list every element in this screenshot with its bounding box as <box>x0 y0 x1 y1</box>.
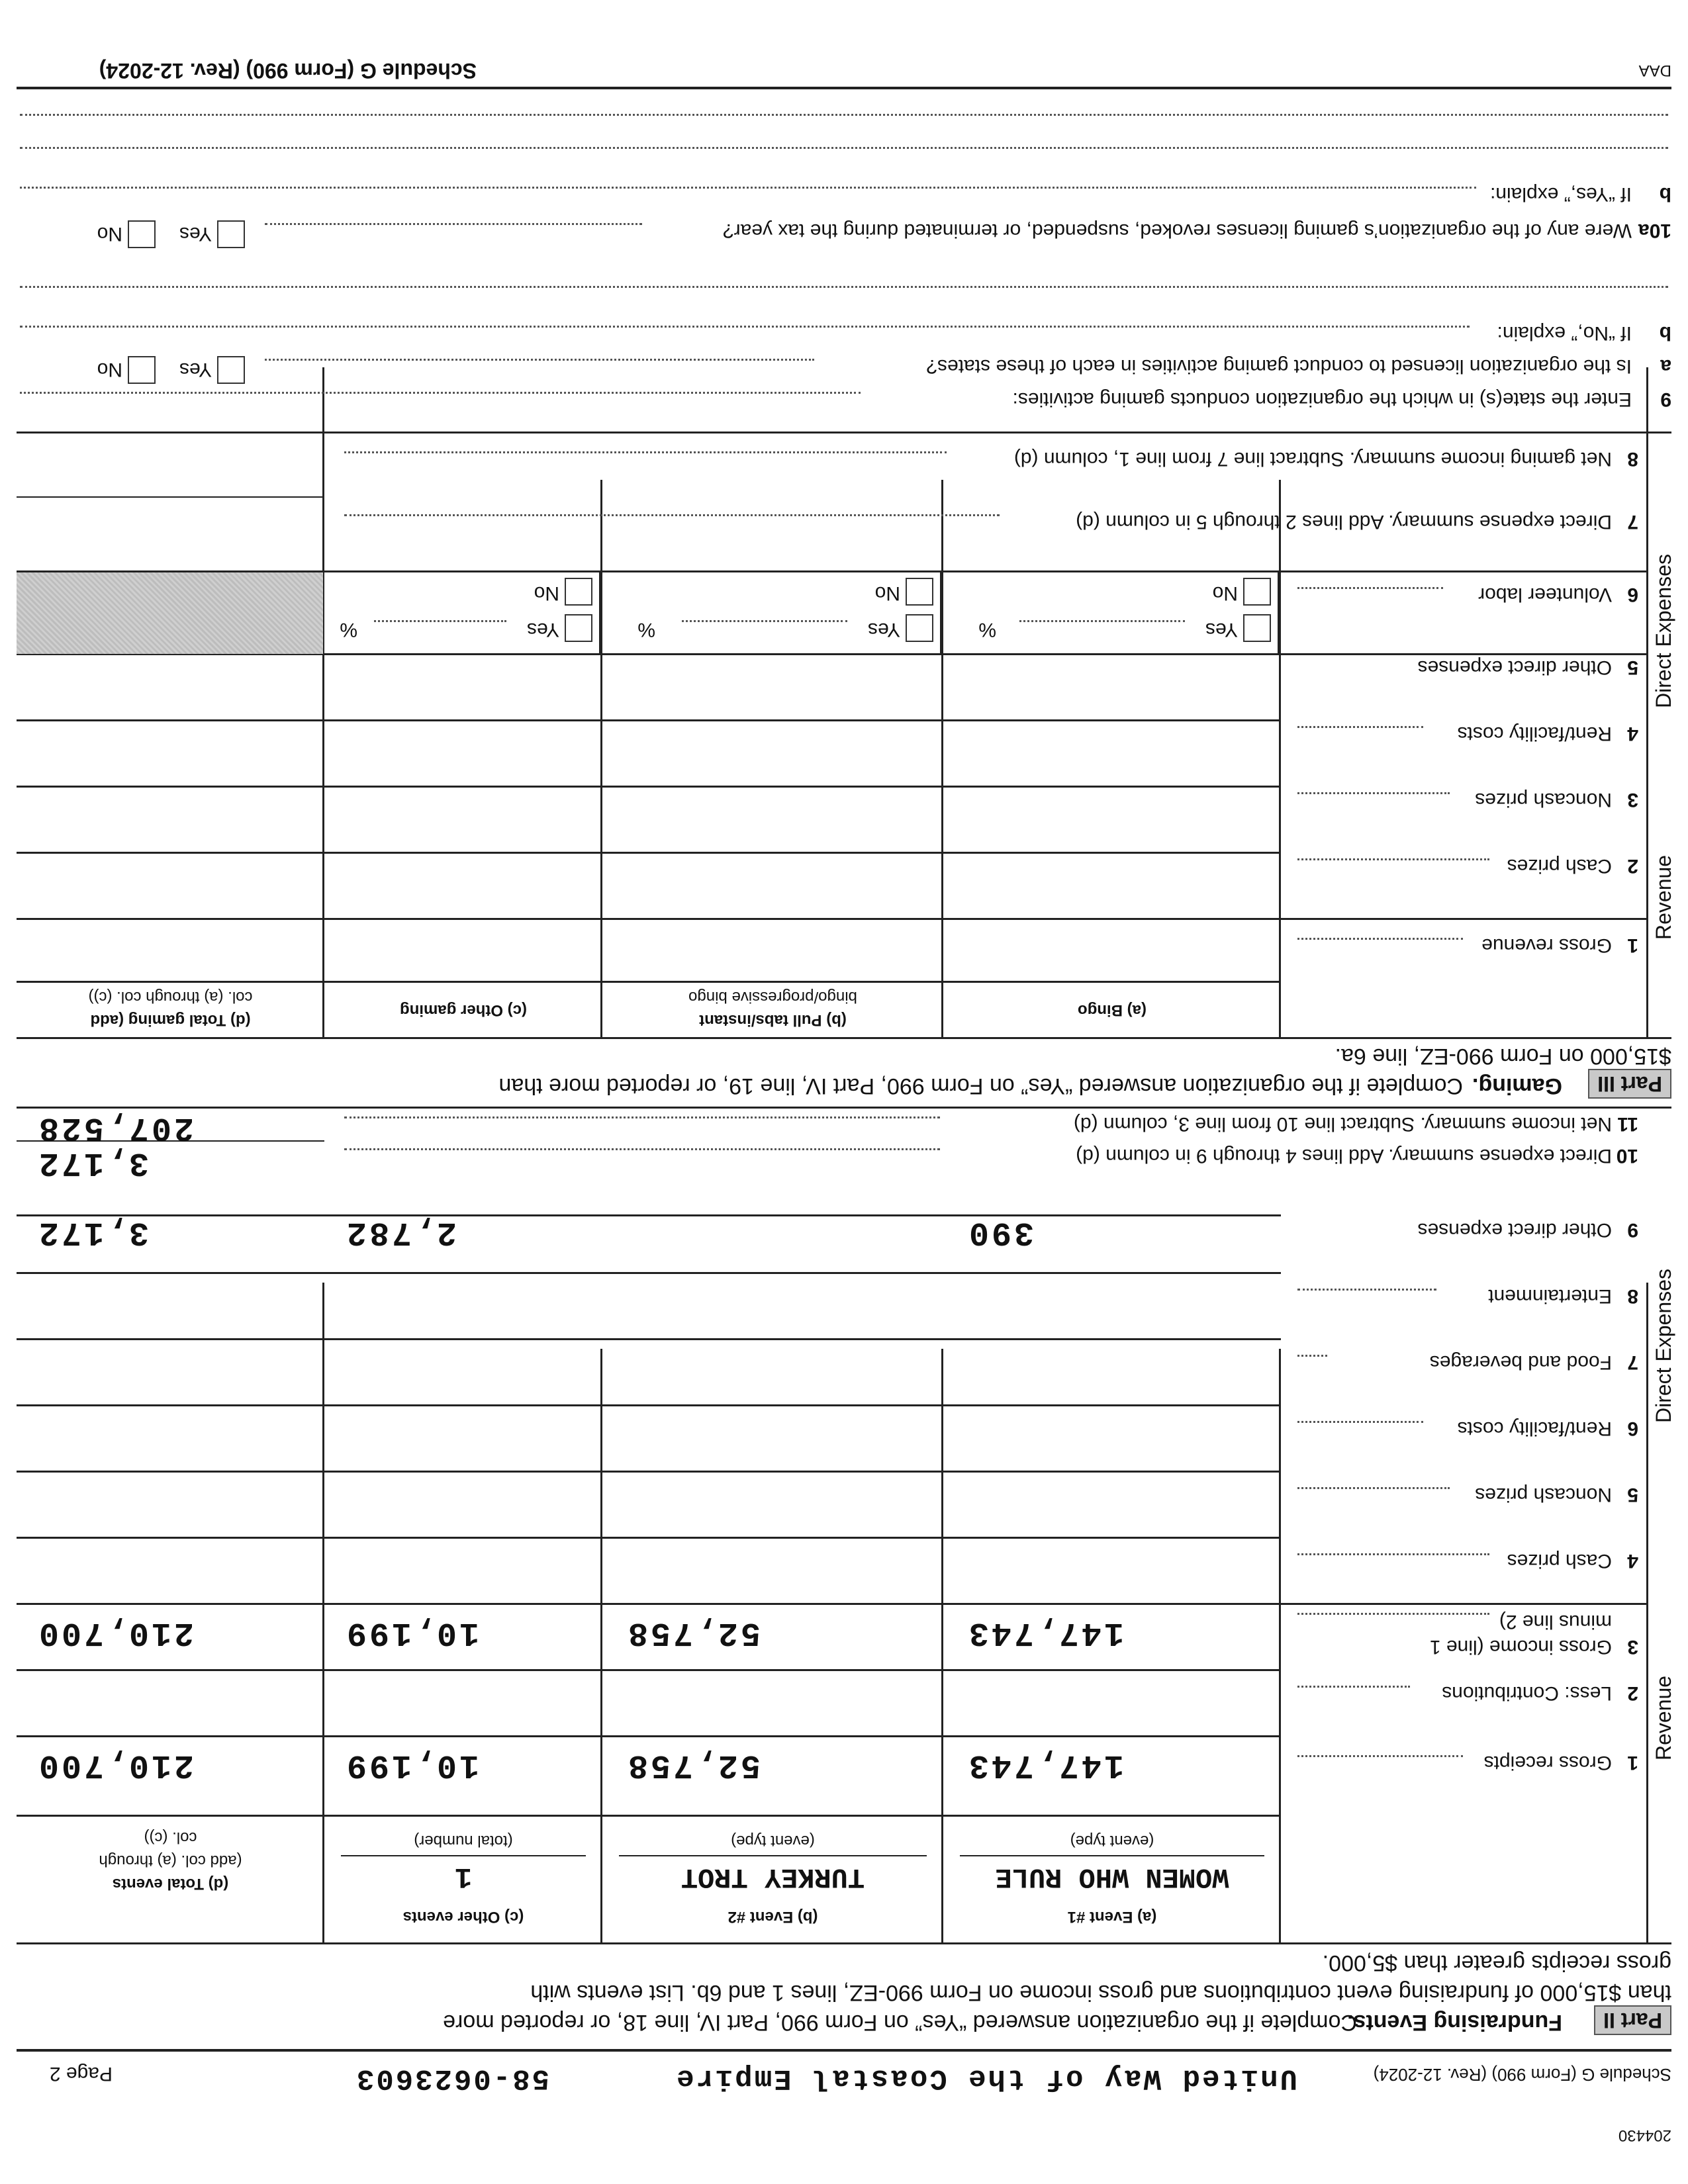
p3-line-6-a-no-label: No <box>1212 582 1238 604</box>
part-ii-side-divider <box>1646 1283 1648 1944</box>
p2-line-3-label-1: Gross income (line 1 <box>1429 1636 1612 1658</box>
p2-line-6-leader <box>1297 1421 1423 1423</box>
p3-line-1-leader <box>1297 938 1463 940</box>
p2-line-3-d: 210,700 <box>36 1614 195 1651</box>
q9-answer-line[interactable] <box>20 392 861 394</box>
q9a-num: a <box>1660 355 1671 377</box>
p2-line-9-c: 2,782 <box>344 1213 457 1251</box>
p2-line-11-d: 207,528 <box>36 1109 195 1146</box>
q10a-text: Were any of the organization’s gaming licenses revoked, suspended, or terminated during the tax year? <box>722 220 1632 242</box>
p2-line-11-leader <box>344 1116 940 1118</box>
ein-value: 58-0623603 <box>354 2062 549 2095</box>
p3-line-4-label: Rent/facility costs <box>1457 723 1612 745</box>
part-ii-col-b-head: (b) Event #2 <box>727 1908 818 1926</box>
p3-line-6-a-yes-label: Yes <box>1205 619 1238 641</box>
part-ii-text-3: gross receipts greater than $5,000. <box>1322 1950 1671 1976</box>
part-ii-col-b-underline <box>619 1855 927 1856</box>
p3-line-2-num: 2 <box>1627 855 1638 877</box>
q9b-explain-line-1[interactable] <box>20 326 1470 328</box>
p3-line-8-leader <box>344 451 947 453</box>
q10a-yes-checkbox[interactable] <box>217 220 245 248</box>
p2-line-2-leader <box>1297 1686 1410 1688</box>
p2-line-7-leader <box>1297 1355 1327 1357</box>
p3-line-6-label: Volunteer labor <box>1478 584 1612 606</box>
organization-name: United Way of the Coastal Empire <box>675 2062 1297 2095</box>
p2-line-3-label-2: minus line 2) <box>1499 1611 1612 1633</box>
part-ii-bottom <box>17 1107 1671 1109</box>
p2-line-4-leader <box>1297 1553 1489 1555</box>
p3-line-1-num: 1 <box>1627 934 1638 956</box>
p2-line-8-leader <box>1297 1289 1436 1291</box>
footer-daa: DAA <box>1638 62 1671 79</box>
q10a-leader <box>265 223 642 225</box>
part-ii-col-d-head-3: col. (c)) <box>144 1829 197 1846</box>
form-reference: Schedule G (Form 990) (Rev. 12-2024) <box>1373 2065 1671 2085</box>
p3-line-7-num: 7 <box>1627 511 1638 533</box>
p2-line-3-num: 3 <box>1627 1636 1638 1658</box>
p2-line-2-num: 2 <box>1627 1682 1638 1704</box>
p2-line-10-leader <box>344 1148 940 1150</box>
footer-rule <box>17 87 1671 89</box>
p3-line-1-label: Gross revenue <box>1481 934 1612 956</box>
p3-line-6-b-no-checkbox[interactable] <box>906 578 933 606</box>
p2-line-9-d: 3,172 <box>36 1213 150 1251</box>
part-ii-head-bottom <box>17 1815 1281 1817</box>
p2-line-3-a: 147,743 <box>966 1614 1125 1651</box>
part-iii-table-top <box>17 1037 1671 1039</box>
part-iii-badge: Part III <box>1588 1069 1671 1099</box>
p2-line-1-leader <box>1297 1755 1463 1757</box>
p2-line-1-rule <box>17 1735 1281 1737</box>
part-iii-col-d-left <box>322 367 324 1039</box>
p3-line-3-leader <box>1297 792 1450 794</box>
p3-line-4-num: 4 <box>1627 723 1638 745</box>
p2-revenue-bottom <box>17 1603 1648 1605</box>
p2-line-4-rule <box>17 1537 1281 1539</box>
p2-line-2-rule <box>17 1669 1281 1671</box>
p3-line-6-b-yes-leader <box>682 620 847 622</box>
part-ii-expenses-label: Direct Expenses <box>1652 1269 1675 1423</box>
q9b-text: If “No,” explain: <box>1497 322 1632 344</box>
p2-line-8-num: 8 <box>1627 1285 1638 1307</box>
p2-line-1-c: 10,199 <box>344 1746 480 1784</box>
part-iii-col-d-head-2: col. (a) through col. (c)) <box>88 988 253 1006</box>
p2-line-1-b: 52,758 <box>626 1746 761 1784</box>
part-ii-col-c-underline <box>341 1855 586 1856</box>
part-iii-title: Gaming. <box>1472 1073 1562 1099</box>
p2-line-5-num: 5 <box>1627 1484 1638 1506</box>
part-ii-revenue-label: Revenue <box>1652 1675 1675 1760</box>
p3-line-6-bottom <box>17 570 1648 572</box>
p2-line-3-b: 52,758 <box>626 1614 761 1651</box>
p2-line-9-rule <box>17 1214 1281 1216</box>
p3-line-6-c-yes-checkbox[interactable] <box>565 614 592 642</box>
p2-line-6-label: Rent/facility costs <box>1457 1418 1612 1439</box>
part-ii-col-a-event: WOMEN WHO RULE <box>995 1861 1229 1893</box>
header-rule <box>17 2049 1671 2052</box>
q10a-no-checkbox[interactable] <box>128 220 156 248</box>
part-ii-table-top <box>17 1942 1671 1944</box>
q9a-leader <box>265 359 814 361</box>
p2-line-7-num: 7 <box>1627 1351 1638 1373</box>
p2-line-7-label: Food and beverages <box>1429 1351 1612 1373</box>
p2-line-4-num: 4 <box>1627 1550 1638 1572</box>
footer-form-ref: Schedule G (Form 990) (Rev. 12-2024) <box>99 59 477 83</box>
p2-line-1-num: 1 <box>1627 1752 1638 1774</box>
part-ii-col-a-head: (a) Event #1 <box>1067 1908 1157 1926</box>
part-iii-col-b-left <box>941 480 943 1039</box>
p2-line-11-label: Net income summary. Subtract line 10 from line 3, column (d) <box>1073 1113 1612 1135</box>
p3-line-6-d-shaded <box>17 572 323 654</box>
part-iii-col-b-head-2: bingo/progressive bingo <box>688 988 857 1006</box>
p3-line-6-a-yes-leader <box>1019 620 1185 622</box>
p2-line-7-rule <box>17 1338 1281 1340</box>
part-ii-text-1: Complete if the organization answered “Yes” on Form 990, Part IV, line 18, or reported more <box>443 2010 1357 2035</box>
part-ii-col-c-count: 1 <box>454 1860 473 1893</box>
p2-line-6-rule <box>17 1404 1281 1406</box>
p3-line-4-rule <box>17 719 1281 721</box>
part-iii-head-bottom <box>17 981 1281 983</box>
part-iii-text-2: $15,000 on Form 990-EZ, line 6a. <box>1335 1044 1671 1069</box>
part-iii-text-1: Complete if the organization answered “Yes” on Form 990, Part IV, line 19, or reported more than <box>498 1073 1463 1099</box>
p3-line-5-label: Other direct expenses <box>1417 657 1612 678</box>
part-iii-col-d-head-1: (d) Total gaming (add <box>90 1011 251 1029</box>
part-ii-col-d-head-2: (add col. (a) through <box>99 1852 242 1870</box>
part-ii-col-a-sub: (event type) <box>1070 1832 1154 1850</box>
p2-line-9-label: Other direct expenses <box>1417 1219 1612 1241</box>
p3-line-4-leader <box>1297 726 1423 728</box>
q10b-num: b <box>1659 183 1671 205</box>
p2-line-9-num: 9 <box>1627 1219 1638 1241</box>
p3-line-6-c-pct: % <box>340 619 357 641</box>
p3-line-5-num: 5 <box>1627 657 1638 678</box>
p3-line-6-b-no-label: No <box>874 582 900 604</box>
part-iii-table-bottom <box>17 432 1671 433</box>
p3-line-6-b-yes-checkbox[interactable] <box>906 614 933 642</box>
q10b-text: If “Yes,” explain: <box>1490 183 1632 205</box>
q9b-explain-line-2[interactable] <box>20 286 1668 288</box>
page-reference: 204430 <box>1618 2126 1671 2144</box>
p3-line-7-label: Direct expense summary. Add lines 2 through 5 in column (d) <box>1076 511 1612 533</box>
p3-line-6-b-yes-label: Yes <box>868 619 900 641</box>
p3-line-6-b-heavy <box>940 572 943 655</box>
part-iii-revenue-label: Revenue <box>1652 854 1675 940</box>
p3-line-6-a-pct: % <box>978 619 996 641</box>
p2-line-3-c: 10,199 <box>344 1614 480 1651</box>
p2-line-9-a: 390 <box>966 1213 1035 1251</box>
p2-line-10-d: 3,172 <box>36 1144 150 1181</box>
part-iii-col-b-head-1: (b) Pull tabs/instant <box>699 1011 847 1029</box>
q10a-no-label: No <box>97 223 122 245</box>
part-iii-col-a-head: (a) Bingo <box>1078 1001 1147 1019</box>
p3-line-7-rule <box>17 496 324 498</box>
p2-line-8-rule <box>17 1272 1281 1274</box>
p3-line-8-label: Net gaming income summary. Subtract line 7 from line 1, column (d) <box>1013 448 1612 470</box>
part-ii-title: Fundraising Events. <box>1347 2010 1562 2035</box>
p3-line-2-leader <box>1297 858 1489 860</box>
p2-line-5-label: Noncash prizes <box>1475 1484 1612 1506</box>
part-iii-expenses-label: Direct Expenses <box>1652 554 1675 708</box>
p3-line-8-num: 8 <box>1627 448 1638 470</box>
q10b-explain-line-3[interactable] <box>20 114 1668 116</box>
p3-line-6-b-pct: % <box>637 619 655 641</box>
part-ii-col-d-head-1: (d) Total events <box>112 1875 229 1893</box>
p3-line-6-c-yes-leader <box>374 620 506 622</box>
q9-num: 9 <box>1660 388 1671 410</box>
part-ii-text-2: than $15,000 of fundraising event contributions and gross income on Form 990-EZ, lines 1 and 6b. List events with <box>530 1980 1671 2005</box>
p3-revenue-bottom <box>17 918 1648 920</box>
part-ii-col-c-head: (c) Other events <box>402 1908 524 1926</box>
p3-line-6-c-heavy <box>599 572 602 655</box>
part-iii-side-divider <box>1646 367 1648 1039</box>
p2-line-10-label: Direct expense summary. Add lines 4 through 9 in column (d) <box>1076 1145 1612 1167</box>
page-number: Page 2 <box>49 2063 113 2085</box>
p3-line-6-a-heavy <box>1278 572 1281 655</box>
p2-line-4-label: Cash prizes <box>1507 1550 1612 1572</box>
p3-line-6-leader <box>1297 587 1443 589</box>
q9a-no-label: No <box>97 359 122 381</box>
q10b-explain-line-1[interactable] <box>20 187 1476 189</box>
p2-line-5-rule <box>17 1471 1281 1473</box>
p3-line-6-c-no-checkbox[interactable] <box>565 578 592 606</box>
q10b-explain-line-2[interactable] <box>20 147 1668 149</box>
p3-line-6-c-no-label: No <box>534 582 559 604</box>
p3-line-6-num: 6 <box>1627 584 1638 606</box>
q9a-text: Is the organization licensed to conduct gaming activities in each of these states? <box>926 355 1632 377</box>
part-iii-col-c-left <box>600 480 602 1039</box>
p2-line-1-d: 210,700 <box>36 1746 195 1784</box>
p3-line-7-leader <box>344 514 1000 516</box>
part-ii-col-b-sub: (event type) <box>731 1832 815 1850</box>
part-iii-col-c-head: (c) Other gaming <box>400 1001 528 1019</box>
p2-line-8-label: Entertainment <box>1488 1285 1612 1307</box>
part-iii-col-a-left <box>1279 480 1281 1039</box>
q10a-num: 10a <box>1638 220 1671 242</box>
p3-line-6-a-yes-checkbox[interactable] <box>1243 614 1271 642</box>
p3-line-6-a-no-checkbox[interactable] <box>1243 578 1271 606</box>
q9a-no-checkbox[interactable] <box>128 356 156 384</box>
p3-line-3-rule <box>17 786 1281 788</box>
p3-line-6-c-yes-label: Yes <box>527 619 559 641</box>
q9a-yes-checkbox[interactable] <box>217 356 245 384</box>
p2-line-6-num: 6 <box>1627 1418 1638 1439</box>
p2-line-5-leader <box>1297 1487 1450 1489</box>
p2-line-1-a: 147,743 <box>966 1746 1125 1784</box>
p3-line-3-label: Noncash prizes <box>1475 789 1612 811</box>
p2-line-11-num: 11 <box>1617 1113 1638 1135</box>
part-ii-col-a-underline <box>960 1855 1264 1856</box>
q9a-yes-label: Yes <box>179 359 212 381</box>
part-ii-col-b-event: TURKEY TROT <box>680 1861 865 1893</box>
p3-line-2-rule <box>17 852 1281 854</box>
p3-line-2-label: Cash prizes <box>1507 855 1612 877</box>
p2-line-2-label: Less: Contributions <box>1442 1682 1612 1704</box>
part-ii-col-c-sub: (total number) <box>414 1832 513 1850</box>
q9b-num: b <box>1659 322 1671 344</box>
q9-text: Enter the state(s) in which the organization conducts gaming activities: <box>1012 388 1632 410</box>
part-ii-badge: Part II <box>1594 2005 1671 2035</box>
q10a-yes-label: Yes <box>179 223 212 245</box>
p2-line-3-leader <box>1297 1613 1489 1615</box>
p2-line-1-label: Gross receipts <box>1483 1752 1612 1774</box>
p2-line-10-num: 10 <box>1616 1145 1638 1167</box>
p3-line-3-num: 3 <box>1627 789 1638 811</box>
